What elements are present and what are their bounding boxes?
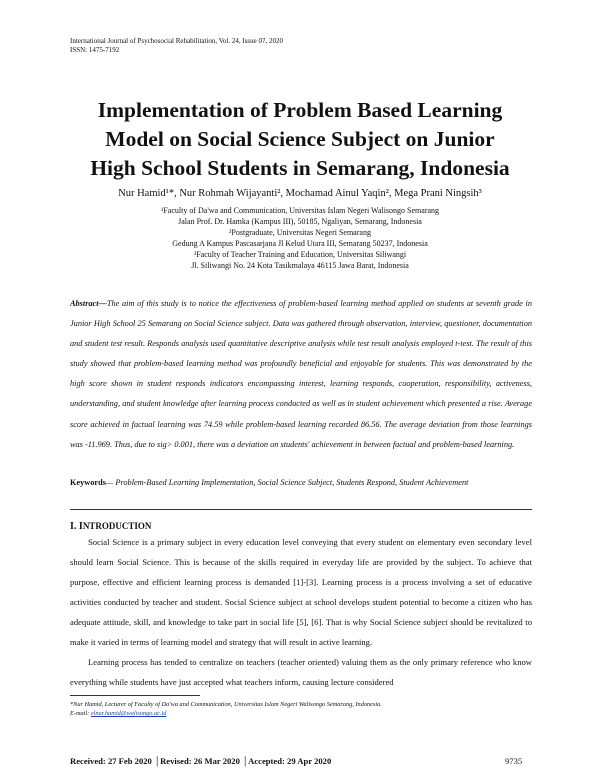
footnote-email-line <box>70 709 382 718</box>
footer-dates: Received: 27 Feb 2020 │Revised: 26 Mar 2020 │Accepted: 29 Apr 2020 <box>70 756 332 766</box>
title-line: High School Students in Semarang, Indonesia <box>90 156 510 180</box>
affiliations <box>30 205 570 271</box>
body-paragraph: Social Science is a primary subject in every education level conveying that every student on elementary even secondary level should learn Social Science. This is because of the skills required in everyday life are provided by the subject. To achieve that purpose, effective and efficient learning process is demanded [1]-[3]. Learning process is a process involving a set of educative activities conducted by teacher and student. Social Science subject at school develops student potential to become a citizen who has adequate attitude, skill, and knowledge to take part in social life [5], [6]. That is why Social Science subject should be revitalized to make it varied in terms of learning model and strategy that will result in active learning. <box>70 537 532 647</box>
affiliation-line: ³Faculty of Teacher Training and Education, Universitas Siliwangi <box>193 250 407 259</box>
keywords-text: — Problem-Based Learning Implementation, Social Science Subject, Students Respond, Student Achievement <box>105 478 469 487</box>
affiliation-line: Jl. Siliwangi No. 24 Kota Tasikmalaya 46115 Jawa Barat, Indonesia <box>191 261 409 270</box>
affiliation-line: Jalan Prof. Dr. Hamka (Kampus III), 50185, Ngaliyan, Semarang, Indonesia <box>178 217 422 226</box>
page-number: 9735 <box>505 756 523 766</box>
footnote-divider <box>70 695 200 696</box>
section-divider <box>70 509 532 510</box>
abstract-text: The aim of this study is to notice the effectiveness of problem-based learning method applied on students at seventh grade in Junior High School 25 Semarang on Social Science subject. Data was gathered through observation, interview, questioner, documentation and student test result. Responds analysis used quantitative descriptive analysis while test result analysis employed t-test. The result of this study showed that problem-based learning method was profoundly beneficial and enjoyable for students. This was demonstrated by the high score shown in student responds indicators encompassing interest, learning responds, cooperation, responsibility, activeness, understanding, and student knowledge after learning process conducted as well as in student achievement which presented a rise. Average score achieved in factual learning was 74.59 while problem-based learning recorded 86.56. The average deviation from those learnings was -11.969. Thus, due to sig> 0.001, there was a deviation on students' achievement in between factual and problem-based learning. <box>70 299 532 449</box>
title-line: Implementation of Problem Based Learning <box>97 98 503 122</box>
affiliation-line: ²Postgraduate, Universitas Negeri Semarang <box>229 228 371 237</box>
footnote-email-label: E-mail: <box>70 710 91 717</box>
title-line: Model on Social Science Subject on Junior <box>105 127 495 151</box>
body-paragraph: Learning process has tended to centralize on teachers (teacher oriented) valuing them as the only primary reference who know everything while students have just accepted what teachers inform, causing lecture considered <box>70 657 532 687</box>
journal-header <box>70 37 283 55</box>
keywords <box>70 473 532 492</box>
abstract <box>70 294 532 455</box>
author-list: Nur Hamid¹*, Nur Rohmah Wijayanti², Mochamad Ainul Yaqin², Mega Prani Ningsih³ <box>118 188 482 199</box>
footnote <box>70 700 382 718</box>
body-text <box>70 532 532 692</box>
section-title-initial: I <box>78 521 83 532</box>
section-title-rest: NTRODUCTION <box>82 521 152 531</box>
section-number: I. <box>70 521 77 532</box>
keywords-label: Keywords <box>70 478 106 487</box>
footnote-email-link[interactable]: elnur.hamid@walisongo.ac.id <box>90 710 167 717</box>
affiliation-line: Gedung A Kampus Pascasarjana Jl Kelud Utara III, Semarang 50237, Indonesia <box>172 239 428 248</box>
affiliation-line: ¹Faculty of Da'wa and Communication, Universitas Islam Negeri Walisongo Semarang <box>160 206 440 215</box>
abstract-label: Abstract— <box>70 299 107 308</box>
journal-citation: International Journal of Psychosocial Rehabilitation, Vol. 24, Issue 07, 2020 <box>70 37 284 45</box>
journal-issn: ISSN: 1475-7192 <box>70 46 120 54</box>
footnote-text: *Nur Hamid, Lecturer of Faculty of Da'wa and Communication, Universitas Islam Negeri Walisongo Semarang, Indonesia. <box>70 701 382 708</box>
paper-title <box>30 96 570 183</box>
